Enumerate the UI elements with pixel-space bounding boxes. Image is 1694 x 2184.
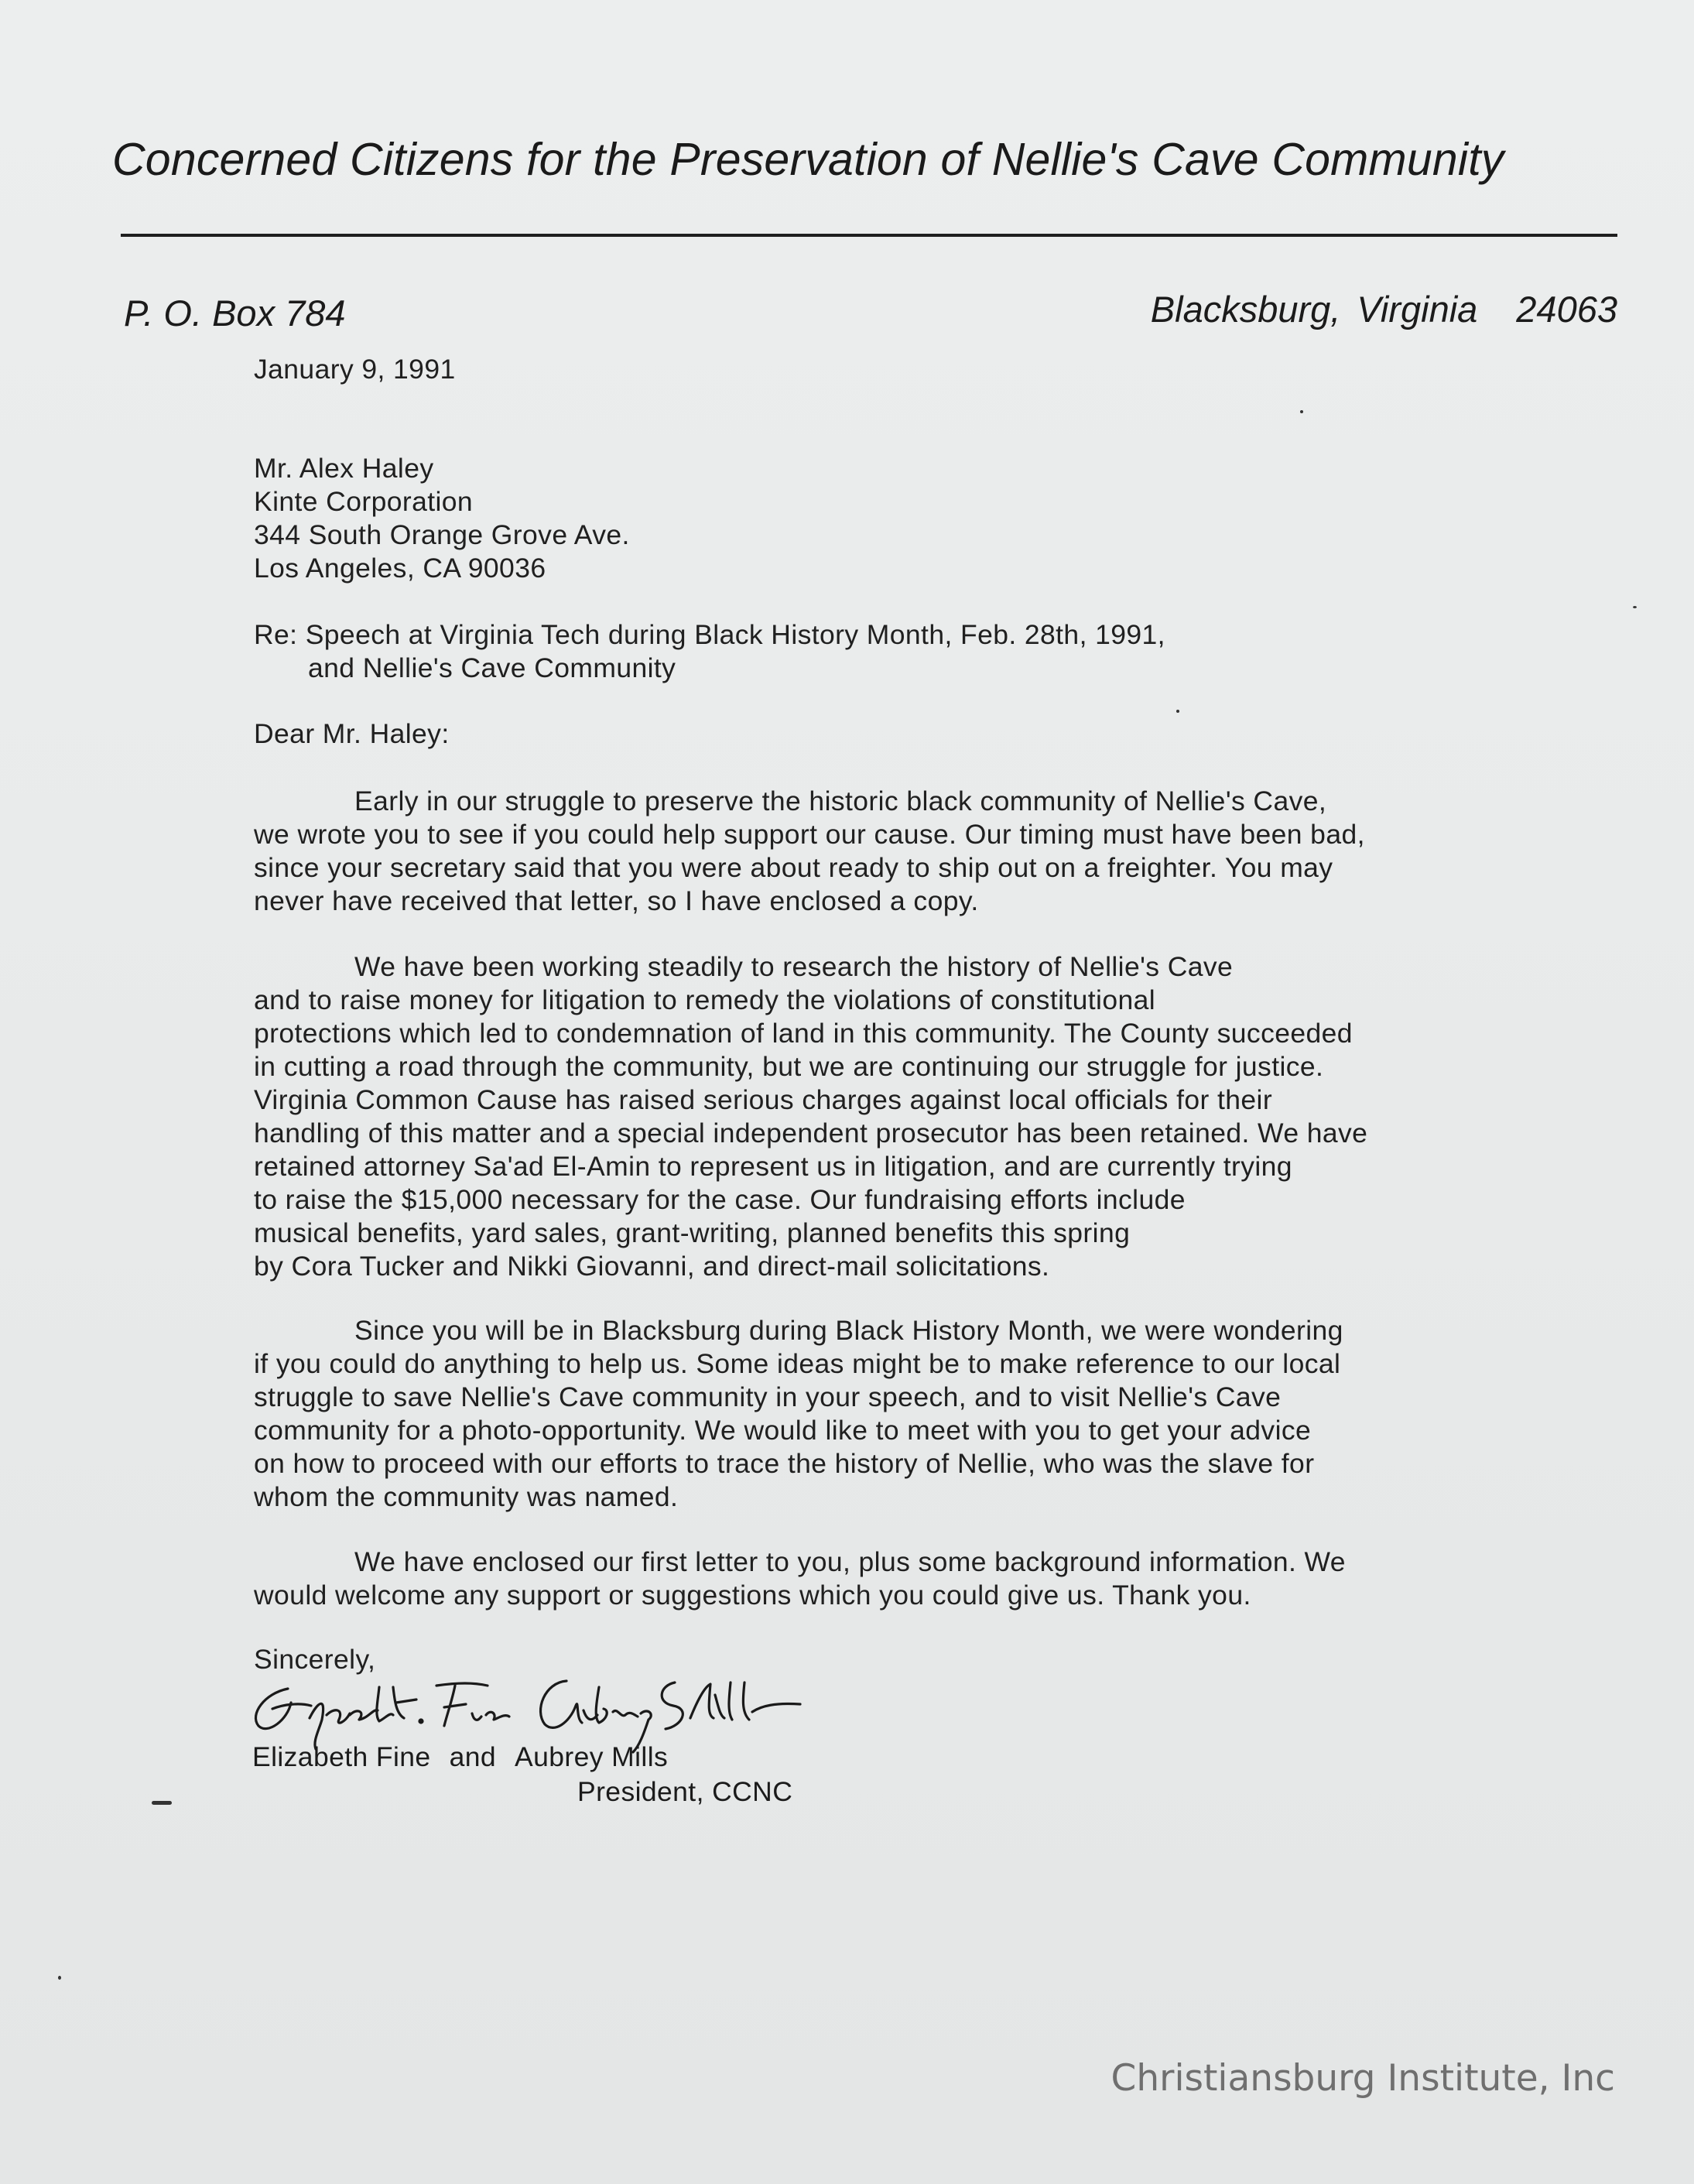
closing: Sincerely, — [254, 1644, 376, 1675]
letterhead-city: Blacksburg, Virginia — [1150, 289, 1478, 330]
letterhead-organization: Concerned Citizens for the Preservation of Nellie's Cave Community — [112, 134, 1504, 185]
letterhead-po-box: P. O. Box 784 — [124, 293, 346, 334]
scan-speck — [152, 1801, 172, 1805]
recipient-city: Los Angeles, CA 90036 — [254, 553, 546, 584]
signer-title: President, CCNC — [577, 1776, 793, 1807]
scan-speck — [1633, 606, 1637, 608]
signer-conjunction: and — [449, 1741, 496, 1772]
signer-1-name: Elizabeth Fine — [252, 1741, 431, 1772]
scan-speck — [58, 1976, 61, 1980]
recipient-address — [254, 452, 1538, 585]
letterhead-zip: 24063 — [1516, 289, 1617, 330]
salutation: Dear Mr. Haley: — [254, 718, 450, 749]
paragraph-4: We have enclosed our first letter to you, plus some background information. We would welcome any support or suggestions which you could give us. Thank you. — [254, 1546, 1346, 1611]
signer-names — [252, 1741, 668, 1774]
recipient-company: Kinte Corporation — [254, 486, 474, 517]
archive-watermark: Christiansburg Institute, Inc — [1111, 2057, 1615, 2100]
paragraph-3: Since you will be in Blacksburg during Black History Month, we were wondering if you could do anything to help us. Some ideas might be to make reference to our local struggle to save Nellie's Cave community in your speech, and to visit Nellie's Cave community for a photo-opportunity. We would like to meet with you to get your advice on how to proceed with our efforts to trace the history of Nellie, who was the slave for whom the community was named. — [254, 1315, 1343, 1512]
letterhead-city-zip — [1151, 288, 1617, 330]
recipient-name: Mr. Alex Haley — [254, 453, 434, 484]
scan-speck — [1300, 410, 1303, 413]
paragraph-2: We have been working steadily to research the history of Nellie's Cave and to raise money for litigation to remedy the violations of constitutional protections which led to condemnation of land in this community. The County succeeded in cutting a road through the community, but we are continuing our struggle for justice. Virginia Common Cause has raised serious charges against local officials for their handling of this matter and a special independent prosecutor has been retained. We have retained attorney Sa'ad El-Amin to represent us in litigation, and are currently trying to raise the $15,000 necessary for the case. Our fundraising efforts include musical benefits, yard sales, grant-writing, planned benefits this spring by Cora Tucker and Nikki Giovanni, and direct-mail solicitations. — [254, 951, 1368, 1282]
paragraph-1: Early in our struggle to preserve the historic black community of Nellie's Cave, we wrote you to see if you could help support our cause. Our timing must have been bad, since your secretary said that you were about ready to ship out on a freighter. You may never have received that letter, so I have enclosed a copy. — [254, 786, 1365, 916]
letter-date: January 9, 1991 — [254, 354, 456, 385]
letterhead-rule — [121, 234, 1617, 237]
signer-2-name: Aubrey Mills — [515, 1741, 669, 1772]
scan-speck — [1176, 710, 1179, 713]
subject-line: Re: Speech at Virginia Tech during Black History Month, Feb. 28th, 1991, and Nellie's Cave Community — [254, 619, 1165, 683]
recipient-street: 344 South Orange Grove Ave. — [254, 519, 630, 550]
